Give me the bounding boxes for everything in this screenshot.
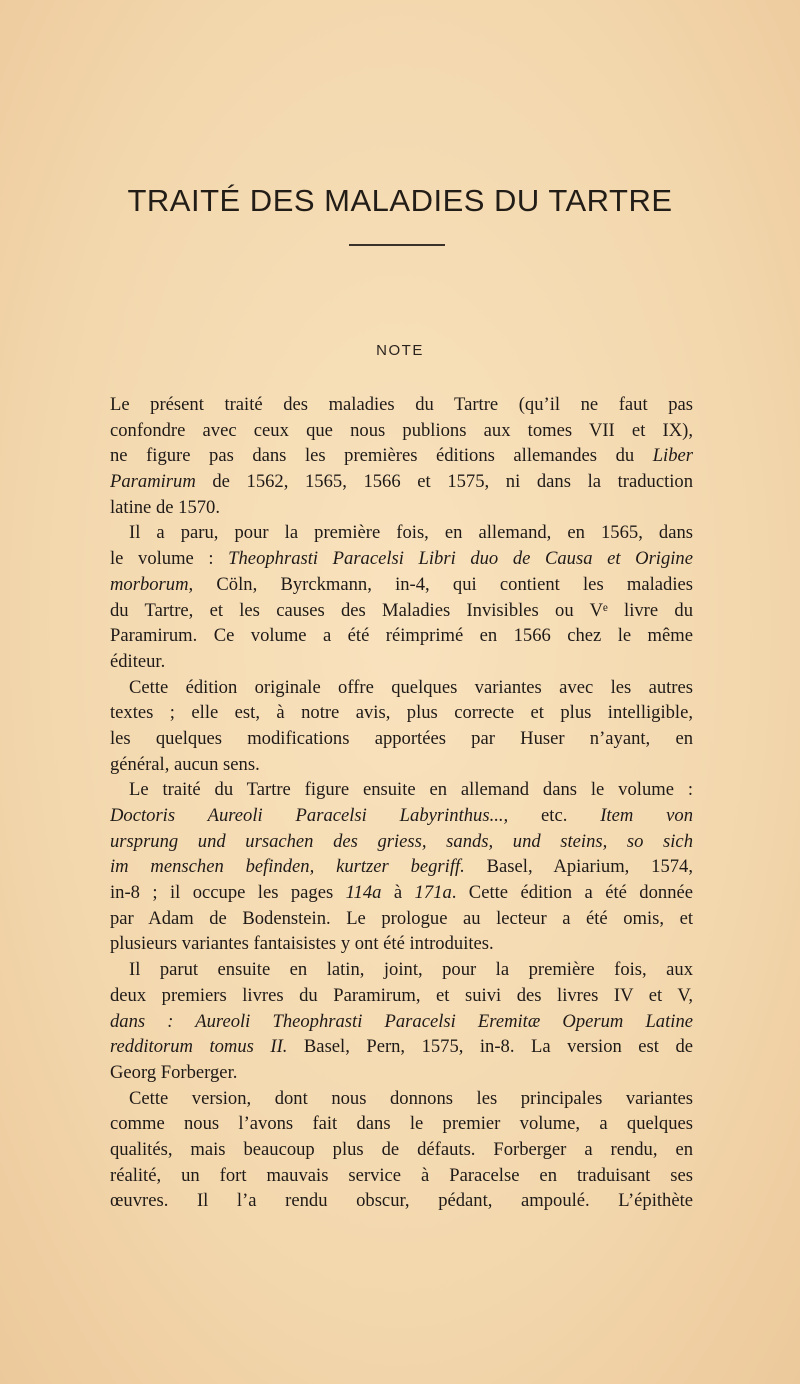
title-rule — [349, 244, 445, 246]
text-line: œuvres. Il l’a rendu obscur, pédant, ampoulé. L’épithète — [110, 1190, 693, 1212]
text-line: deux premiers livres du Paramirum, et suivi des livres IV et V, — [110, 984, 693, 1006]
text-line: par Adam de Bodenstein. Le prologue au lecteur a été omis, et — [110, 907, 693, 929]
text-line: du Tartre, et les causes des Maladies Invisibles ou Vᵉ livre du — [110, 599, 693, 621]
text-line: dans : Aureoli Theophrasti Paracelsi Eremitæ Operum Latine — [110, 1010, 693, 1032]
text-line: qualités, mais beaucoup plus de défauts. Forberger a rendu, en — [110, 1138, 693, 1160]
text-line: im menschen befinden, kurtzer begriff. Basel, Apiarium, 1574, — [110, 856, 693, 878]
text-line: Il parut ensuite en latin, joint, pour la première fois, aux — [129, 959, 693, 981]
text-line: Doctoris Aureoli Paracelsi Labyrinthus..., etc. Item von — [110, 805, 693, 826]
text-line: général, aucun sens. — [110, 753, 260, 775]
text-line: Paramirum de 1562, 1565, 1566 et 1575, ni dans la traduction — [110, 471, 693, 493]
text-line: redditorum tomus II. Basel, Pern, 1575, in-8. La version est de — [110, 1036, 693, 1058]
body-text — [110, 392, 693, 1214]
text-line: confondre avec ceux que nous publions aux tomes VII et IX), — [110, 419, 693, 441]
text-line: morborum, Cöln, Byrckmann, in-4, qui contient les maladies — [110, 573, 693, 595]
text-line: comme nous l’avons fait dans le premier volume, a quelques — [110, 1113, 693, 1135]
text-line: textes ; elle est, à notre avis, plus correcte et plus intelligible, — [110, 702, 693, 724]
text-line: Cette version, dont nous donnons les principales variantes — [129, 1087, 693, 1109]
text-line: Georg Forberger. — [110, 1061, 238, 1083]
section-heading: NOTE — [376, 342, 424, 359]
text-line: in-8 ; il occupe les pages 114a à 171a. Cette édition a été donnée — [110, 882, 693, 904]
text-line: ursprung und ursachen des griess, sands, und steins, so sich — [110, 830, 693, 852]
page-title: TRAITÉ DES MALADIES DU TARTRE — [127, 183, 673, 218]
text-line: Paramirum. Ce volume a été réimprimé en 1566 chez le même — [110, 625, 693, 647]
text-line: éditeur. — [110, 650, 166, 672]
text-line: plusieurs variantes fantaisistes y ont été introduites. — [110, 933, 494, 955]
text-line: les quelques modifications apportées par Huser n’ayant, en — [110, 727, 693, 749]
text-line: Il a paru, pour la première fois, en allemand, en 1565, dans — [129, 522, 693, 544]
text-line: latine de 1570. — [110, 496, 220, 518]
text-line: Cette édition originale offre quelques variantes avec les autres — [129, 676, 693, 698]
text-line: ne figure pas dans les premières éditions allemandes du Liber — [110, 445, 693, 467]
text-line: réalité, un fort mauvais service à Paracelse en traduisant ses — [110, 1164, 693, 1186]
text-line: Le traité du Tartre figure ensuite en allemand dans le volume : — [129, 779, 693, 801]
text-line: le volume : Theophrasti Paracelsi Libri duo de Causa et Origine — [110, 548, 693, 570]
text-line: Le présent traité des maladies du Tartre (qu’il ne faut pas — [110, 394, 693, 415]
